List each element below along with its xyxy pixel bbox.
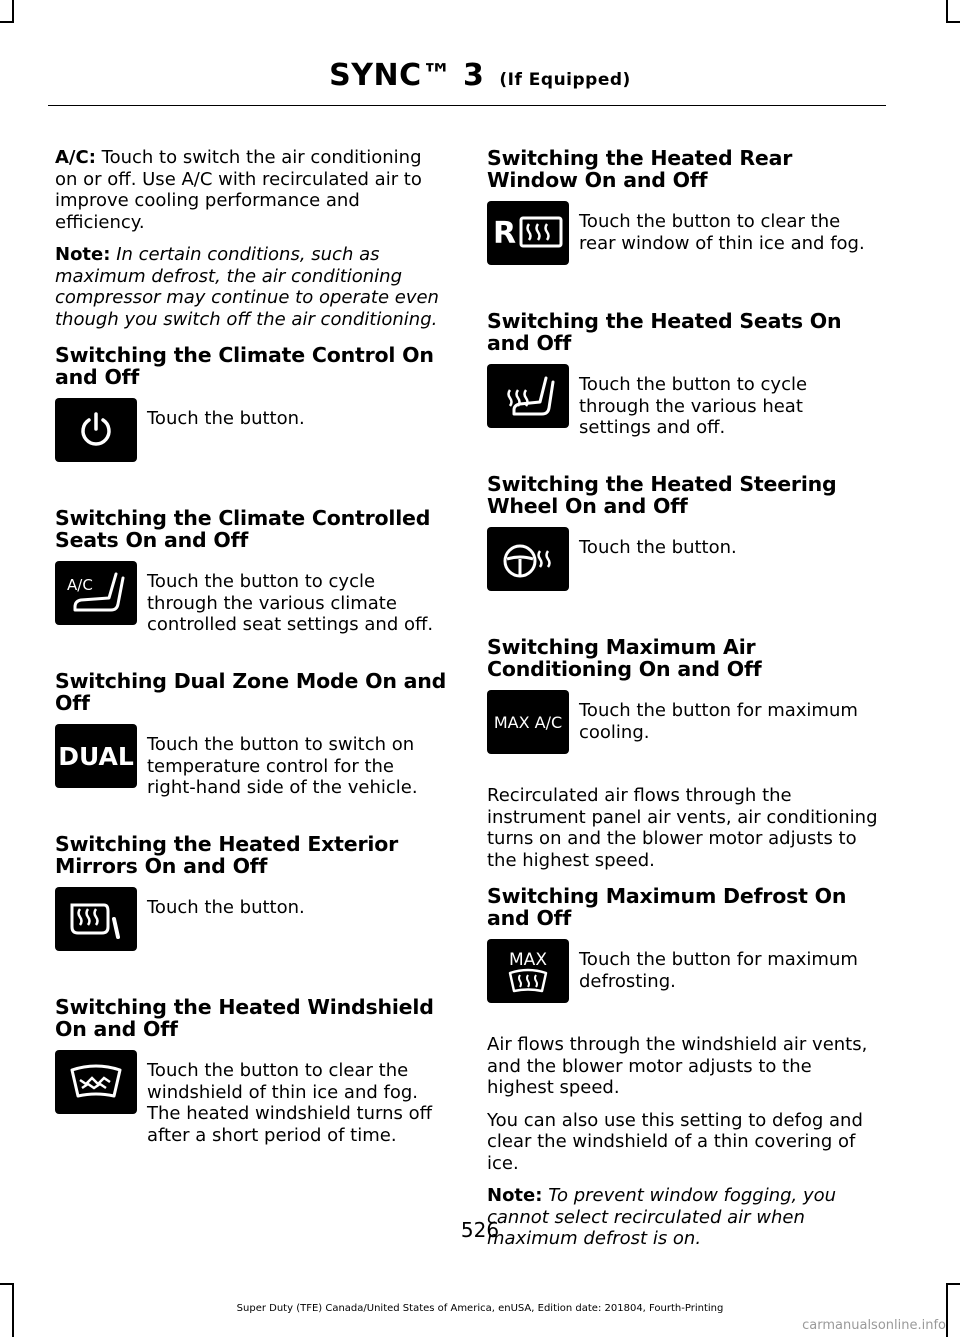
header-title: SYNC™ 3: [329, 58, 485, 93]
ac-text: Touch to switch the air conditioning on or off. Use A/C with recirculated air to improve cooling performance and efficiency.: [55, 147, 422, 233]
max-defrost-paragraph-2: You can also use this setting to defog and clear the windshield of a thin covering of ice.: [487, 1109, 863, 1174]
note-label: Note:: [55, 244, 111, 265]
page-header: [0, 58, 960, 93]
header-rule: [48, 105, 886, 106]
section-title-heated-wheel: Switching the Heated Steering Wheel On and Off: [487, 472, 837, 518]
heated-windshield-text: Touch the button to clear the windshield of thin ice and fog. The heated windshield turns off after a short period of time.: [147, 1060, 433, 1146]
max-ac-text: Touch the button for maximum cooling.: [579, 700, 858, 743]
heated-windshield-entry: [55, 1060, 448, 1146]
section-title-heated-seats: Switching the Heated Seats On and Off: [487, 309, 842, 355]
max-ac-icon: [487, 690, 569, 754]
crop-mark: [946, 0, 948, 22]
heated-wheel-entry: [487, 537, 880, 622]
right-note-label: Note:: [487, 1185, 543, 1206]
max-defrost-text: Touch the button for maximum defrosting.: [579, 949, 858, 992]
section-title-rear-window: Switching the Heated Rear Window On and Off: [487, 146, 793, 192]
max-ac-paragraph: Recirculated air flows through the instrument panel air vents, air conditioning turns on and the blower motor adjusts to the highest speed.: [487, 785, 878, 871]
section-title-max-defrost: Switching Maximum Defrost On and Off: [487, 884, 847, 930]
footer-text: Super Duty (TFE) Canada/United States of America, enUSA, Edition date: 201804, Fourth-Printing: [236, 1303, 724, 1314]
section-title-climate-control: Switching the Climate Control On and Off: [55, 343, 434, 389]
right-column: [487, 147, 880, 1261]
rear-window-text: Touch the button to clear the rear window of thin ice and fog.: [579, 211, 865, 254]
dual-zone-entry: [55, 734, 448, 819]
ac-label: A/C:: [55, 147, 96, 168]
crop-mark: [946, 21, 960, 23]
crop-mark: [12, 0, 14, 22]
right-note-text: To prevent window fogging, you cannot select recirculated air when maximum defrost is on.: [487, 1185, 837, 1249]
watermark[interactable]: carmanualsonline.info: [802, 1318, 946, 1333]
heated-wheel-text: Touch the button.: [579, 537, 737, 558]
climate-seat-icon: [55, 561, 137, 625]
rear-window-entry: [487, 211, 880, 296]
section-title-climate-seats: Switching the Climate Controlled Seats On and Off: [55, 506, 431, 552]
section-title-heated-windshield: Switching the Heated Windshield On and Off: [55, 995, 434, 1041]
crop-mark: [0, 21, 14, 23]
section-title-dual-zone: Switching Dual Zone Mode On and Off: [55, 669, 447, 715]
power-button-icon: [55, 398, 137, 462]
heated-mirror-icon: [55, 887, 137, 951]
left-column: [55, 147, 448, 1152]
note-text: In certain conditions, such as maximum defrost, the air conditioning compressor may continue to operate even though you switch off the air conditioning.: [55, 244, 439, 330]
heated-mirrors-entry: [55, 897, 448, 982]
climate-control-entry: [55, 408, 448, 493]
heated-rear-window-icon: [487, 201, 569, 265]
crop-mark: [946, 1283, 960, 1285]
heated-seats-text: Touch the button to cycle through the various heat settings and off.: [579, 374, 808, 438]
dual-icon-label: DUAL: [58, 741, 134, 771]
ac-paragraph: [55, 147, 448, 233]
max-defrost-paragraph-1: Air flows through the windshield air vents, and the blower motor adjusts to the highest speed.: [487, 1034, 868, 1098]
max-defrost-entry: [487, 949, 880, 1034]
section-title-max-ac: Switching Maximum Air Conditioning On and Off: [487, 635, 762, 681]
section-title-heated-mirrors: Switching the Heated Exterior Mirrors On and Off: [55, 832, 399, 878]
heated-windshield-icon: [55, 1050, 137, 1114]
climate-seats-entry: [55, 571, 448, 656]
header-subtitle: (If Equipped): [499, 70, 631, 90]
heated-mirrors-text: Touch the button.: [147, 897, 305, 918]
max-defrost-icon: [487, 939, 569, 1003]
climate-seat-icon-label: A/C: [67, 576, 93, 594]
dual-zone-text: Touch the button to switch on temperature control for the right-hand side of the vehicle.: [147, 734, 418, 798]
climate-seats-text: Touch the button to cycle through the various climate controlled seat settings and off.: [147, 571, 434, 635]
page-number: 526: [460, 1218, 500, 1242]
rear-icon-label: R: [493, 216, 517, 251]
max-ac-icon-label: MAX A/C: [493, 712, 563, 732]
heated-seats-entry: [487, 374, 880, 459]
heated-seat-icon: [487, 364, 569, 428]
heated-steering-wheel-icon: [487, 527, 569, 591]
crop-mark: [0, 1283, 14, 1285]
climate-control-text: Touch the button.: [147, 408, 305, 429]
note-paragraph: [55, 244, 448, 330]
dual-zone-icon: [55, 724, 137, 788]
max-defrost-icon-label: MAX: [509, 950, 547, 970]
max-ac-entry: [487, 700, 880, 785]
